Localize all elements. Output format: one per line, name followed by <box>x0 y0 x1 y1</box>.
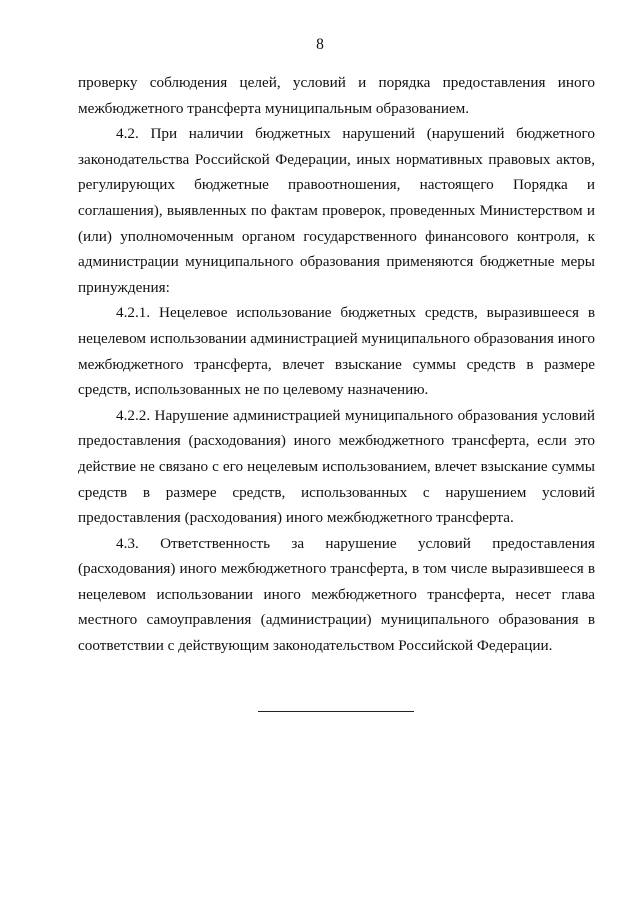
paragraph-4-3: 4.3. Ответственность за нарушение условий предоставления (расходования) иного межбюджетного трансферта, в том числе выразившееся в нецелевом использовании иного межбюджетного трансферта, несет глава местного самоуправления (администрации) муниципального образования в соответствии с действующим законодательством Российской Федерации. <box>78 534 595 655</box>
paragraph-4-2-1: 4.2.1. Нецелевое использование бюджетных средств, выразившееся в нецелевом использовании администрацией муниципального образования иного межбюджетного трансферта, влечет взыскание суммы средств в размере средств, использованных не по целевому назначению. <box>78 304 595 399</box>
paragraph-4-2-2: 4.2.2. Нарушение администрацией муниципального образования условий предоставления (расходования) иного межбюджетного трансферта, если это действие не связано с его нецелевым использованием, влечет взыскание суммы средств в размере средств, использованных с нарушением условий предоставления (расходования) иного межбюджетного трансферта. <box>78 406 595 527</box>
page-number: 8 <box>316 36 324 53</box>
paragraph-4-2: 4.2. При наличии бюджетных нарушений (нарушений бюджетного законодательства Российской Федерации, иных нормативных правовых актов, регулирующих бюджетные правоотношения, настоящего Порядка и соглашения), выявленных по фактам проверок, проведенных Министерством и (или) уполномоченным органом государственного финансового контроля, к администрации муниципального образования применяются бюджетные меры принуждения: <box>78 125 595 296</box>
end-divider-line <box>258 711 414 712</box>
document-body <box>78 70 595 659</box>
paragraph-continuation: проверку соблюдения целей, условий и порядка предоставления иного межбюджетного трансферта муниципальным образованием. <box>78 74 595 117</box>
